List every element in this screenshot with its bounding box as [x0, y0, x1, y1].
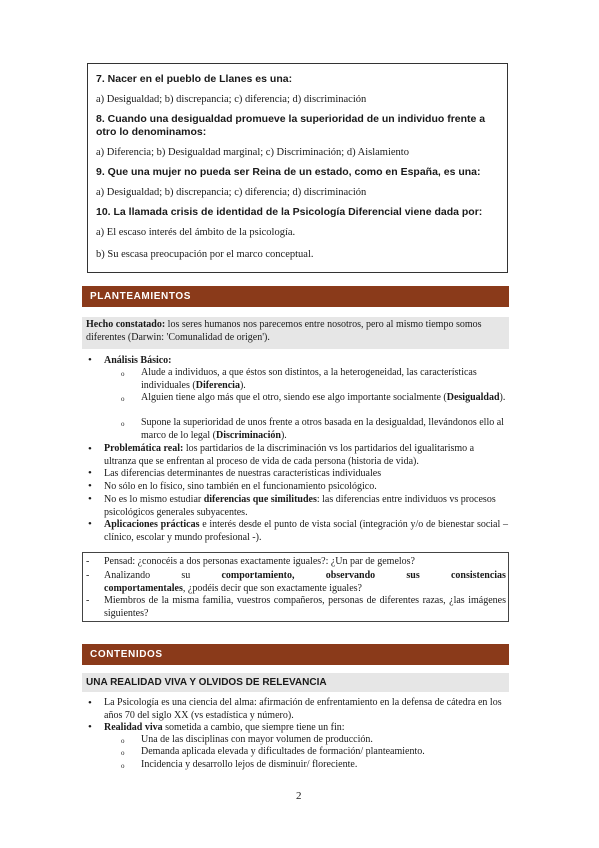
- hecho-constatado: [82, 317, 509, 349]
- aplicaciones-practicas: Aplicaciones prácticas e interés desde el punto de vista social (integración y/o de bienestar social – clínico, escolar y mundo profesional -).: [104, 519, 508, 543]
- dash-icon: -: [86, 595, 90, 606]
- analisis-basico-label: Análisis Básico:: [104, 355, 172, 366]
- bullet-icon: •: [88, 493, 92, 505]
- circle-bullet-icon: o: [121, 420, 125, 428]
- circle-bullet-icon: o: [121, 749, 125, 757]
- section-title: UNA REALIDAD VIVA Y OLVIDOS DE RELEVANCIA: [82, 673, 509, 692]
- no-solo-fisico: No sólo en lo físico, sino también en el funcionamiento psicológico.: [104, 481, 377, 492]
- dash-icon: -: [86, 556, 90, 567]
- hecho-label: Hecho constatado:: [86, 319, 168, 330]
- realidad-item-2: Demanda aplicada elevada y dificultades de formación/ planteamiento.: [141, 746, 425, 757]
- circle-bullet-icon: o: [121, 762, 125, 770]
- circle-bullet-icon: o: [121, 395, 125, 403]
- bullet-icon: •: [88, 354, 92, 366]
- bullet-icon: •: [88, 467, 92, 479]
- bullet-icon: •: [88, 518, 92, 530]
- analisis-item-1: Alude a individuos, a que éstos son distintos, a la heterogeneidad, las características individuales (Diferencia).: [141, 367, 477, 391]
- no-es-lo-mismo: No es lo mismo estudiar diferencias que similitudes: las diferencias entre individuos vs procesos psicológicos generales subyacentes.: [104, 494, 496, 518]
- analisis-item-3: Supone la superioridad de unos frente a otros basada en la desigualdad, llevándonos ello al marco de lo legal (Discriminación).: [141, 417, 504, 441]
- planteamientos-banner: PLANTEAMIENTOS: [82, 286, 509, 307]
- circle-bullet-icon: o: [121, 737, 125, 745]
- question-8-options: a) Diferencia; b) Desigualdad marginal; c) Discriminación; d) Aislamiento: [96, 147, 409, 158]
- question-10-option-b: b) Su escasa preocupación por el marco conceptual.: [96, 249, 314, 260]
- question-8: 8. Cuando una desigualdad promueve la superioridad de un individuo frente a otro lo denominamos:: [96, 113, 486, 138]
- bullet-icon: •: [88, 721, 92, 733]
- question-10: 10. La llamada crisis de identidad de la Psicología Diferencial viene dada por:: [96, 206, 483, 218]
- question-7-options: a) Desigualdad; b) discrepancia; c) diferencia; d) discriminación: [96, 94, 367, 105]
- question-9: 9. Que una mujer no pueda ser Reina de un estado, como en España, es una:: [96, 166, 481, 178]
- question-9-options: a) Desigualdad; b) discrepancia; c) diferencia; d) discriminación: [96, 187, 367, 198]
- bullet-icon: •: [88, 697, 92, 709]
- pensad-2: Analizando su comportamiento, observando sus consistencias comportamentales, ¿podéis decir que son exactamente iguales?: [104, 570, 506, 594]
- psicologia-ciencia: La Psicología es una ciencia del alma: afirmación de enfrentamiento en la defensa de cátedra en los años 70 del siglo XX (vs estadística y número).: [104, 697, 502, 721]
- problematica-real: Problemática real: los partidarios de la discriminación vs los partidarios del igualitarismo a ultranza que se enfrentan al proceso de vida de cada persona (historia de vida).: [104, 443, 475, 467]
- bullet-icon: •: [88, 480, 92, 492]
- questions-box: [87, 63, 508, 273]
- page-number: 2: [296, 790, 302, 802]
- hecho-text: los seres humanos nos parecemos entre nosotros, pero al mismo tiempo somos diferentes (Darwin: 'Comunalidad de origen').: [86, 319, 482, 343]
- realidad-item-1: Una de las disciplinas con mayor volumen de producción.: [141, 734, 373, 745]
- realidad-viva: Realidad viva sometida a cambio, que siempre tiene un fin:: [104, 722, 345, 733]
- analisis-item-2: Alguien tiene algo más que el otro, siendo ese algo importante socialmente (Desigualdad).: [141, 392, 506, 403]
- realidad-item-3: Incidencia y desarrollo lejos de disminuir/ floreciente.: [141, 759, 358, 770]
- diferencias-determinantes: Las diferencias determinantes de nuestras características individuales: [104, 468, 382, 479]
- dash-icon: -: [86, 570, 90, 581]
- bullet-icon: •: [88, 443, 92, 455]
- pensad-1: Pensad: ¿conocéis a dos personas exactamente iguales?: ¿Un par de gemelos?: [104, 556, 415, 567]
- question-10-option-a: a) El escaso interés del ámbito de la psicología.: [96, 227, 296, 238]
- question-7: 7. Nacer en el pueblo de Llanes es una:: [96, 73, 293, 85]
- circle-bullet-icon: o: [121, 370, 125, 378]
- contenidos-banner: CONTENIDOS: [82, 644, 509, 665]
- pensad-3: Miembros de la misma familia, vuestros compañeros, personas de diferentes razas, ¿las imágenes siguientes?: [104, 595, 506, 619]
